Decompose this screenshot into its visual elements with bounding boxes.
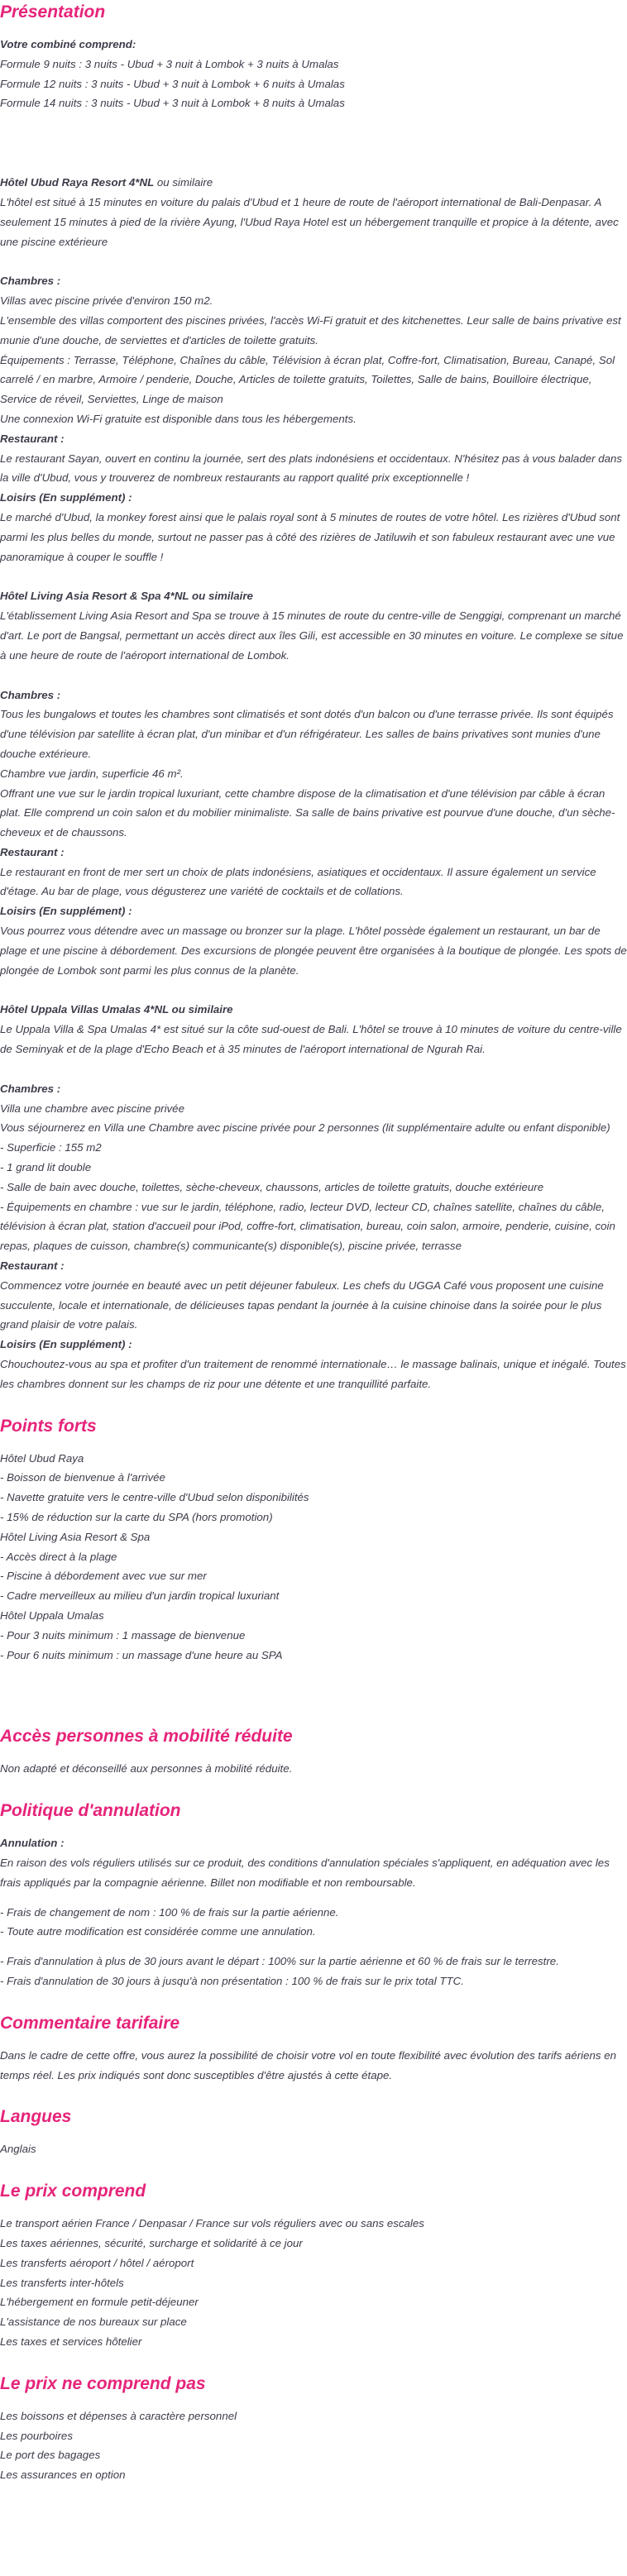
prix-comprend-line: Les taxes et services hôtelier	[0, 2335, 142, 2348]
langues-text: Anglais	[0, 2143, 36, 2156]
hotel2-leisure: Vous pourrez vous détendre avec un massage ou bronzer sur la plage. L'hôtel possède également un restaurant, un bar de plage et une piscine à débordement. Des excursions de plongée peuvent être organisées à la boutique de plongée. Les spots de plongée de Lombok sont parmi les plus connus de la planète.	[0, 925, 627, 977]
points-forts-line: - Piscine à débordement avec vue sur mer	[0, 1570, 207, 1583]
hotel3-leisure-label: Loisirs (En supplément) :	[0, 1338, 132, 1351]
combo-heading: Votre combiné comprend:	[0, 38, 136, 50]
prix-comprend-line: Les transferts aéroport / hôtel / aéroport	[0, 2256, 194, 2269]
hotel1-rooms-label: Chambres :	[0, 275, 61, 288]
hotel2-name: Hôtel Living Asia Resort & Spa 4*NL ou similaire	[0, 590, 253, 603]
points-forts-line: - Accès direct à la plage	[0, 1550, 117, 1563]
section-title-presentation: Présentation	[0, 2, 106, 22]
hotel3-rooms-line: - Équipements en chambre : vue sur le jardin, téléphone, radio, lecteur DVD, lecteur CD, chaînes satellite, chaînes du câble, télévision à écran plat, station d'accueil pour iPod, coffre-fort, climatisation, bureau, coin salon, armoire, penderie, cuisine, coin repas, plaques de cuisson, chambre(s) communicante(s) disponible(s), piscine privée, terrasse	[0, 1200, 615, 1253]
hotel2-rooms-line: Offrant une vue sur le jardin tropical luxuriant, cette chambre dispose de la climatisation et d'une télévision par câble à écran plat. Elle comprend un coin salon et du mobilier minimaliste. Sa salle de bains privative est pourvue d'une douche, d'un sèche-cheveux et de chaussons.	[0, 786, 615, 839]
hotel1-restaurant-label: Restaurant :	[0, 432, 65, 445]
hotel1-rooms-line: Une connexion Wi-Fi gratuite est disponible dans tous les hébergements.	[0, 412, 357, 425]
hotel1-rooms-line: L'ensemble des villas comportent des piscines privées, l'accès Wi-Fi gratuit et des kitchenettes. Leur salle de bains privative est munie d'une douche, de serviettes et d'articles de toilette gratuits.	[0, 313, 621, 346]
points-forts-line: Hôtel Living Asia Resort & Spa	[0, 1530, 151, 1543]
hotel1-intro: L'hôtel est situé à 15 minutes en voiture du palais d'Ubud et 1 heure de route de l'aéroport international de Bali-Denpasar. A seulement 15 minutes à pied de la rivière Ayung, l'Ubud Raya Hotel est un hébergement tranquille et propice à la détente, avec une piscine extérieure	[0, 195, 619, 248]
hotel3-name: Hôtel Uppala Villas Umalas 4*NL ou similaire	[0, 1003, 233, 1016]
section-title-annulation: Politique d'annulation	[0, 1801, 181, 1821]
section-title-points-forts: Points forts	[0, 1416, 97, 1436]
hotel2-restaurant: Le restaurant en front de mer sert un choix de plats indonésiens, asiatiques et occidentaux. Il assure également un service d'étage. Au bar de plage, vous dégusterez une variété de cocktails et de collations.	[0, 865, 596, 898]
hotel3-rooms-label: Chambres :	[0, 1082, 61, 1095]
hotel1-rooms-line: Villas avec piscine privée d'environ 150 m2.	[0, 294, 213, 308]
hotel3-restaurant: Commencez votre journée en beauté avec un petit déjeuner fabuleux. Les chefs du UGGA Café vous proposent une cuisine succulente, locale et internationale, de délicieuses tapas pendant la journée à la cuisine chinoise dans la soirée pour le plus grand plaisir de votre palais.	[0, 1278, 604, 1331]
annulation-line: - Frais de changement de nom : 100 % de frais sur la partie aérienne.	[0, 1905, 339, 1919]
hotel2-intro: L'établissement Living Asia Resort and Spa se trouve à 15 minutes de route du centre-ville de Senggigi, comprenant un marché d'art. Le port de Bangsal, permettant un accès direct aux îles Gili, est accessible en 30 minutes en voiture. Le complexe se situe à une heure de route de l'aéroport international de Lombok.	[0, 609, 624, 662]
hotel1-leisure: Le marché d'Ubud, la monkey forest ainsi que le palais royal sont à 5 minutes de routes de votre hôtel. Les rizières d'Ubud sont parmi les plus belles du monde, surtout ne passer pas à côté des rizières de Jatiluwih et son fabuleux restaurant avec une vue panoramique à couper le souffle !	[0, 510, 620, 563]
prix-comprend-line: L'hébergement en formule petit-déjeuner	[0, 2296, 199, 2309]
hotel2-restaurant-label: Restaurant :	[0, 845, 65, 858]
formula-14: Formule 14 nuits : 3 nuits - Ubud + 3 nuit à Lombok + 8 nuits à Umalas	[0, 97, 345, 110]
hotel2-leisure-label: Loisirs (En supplément) :	[0, 905, 132, 918]
points-forts-line: Hôtel Uppala Umalas	[0, 1608, 104, 1622]
section-title-tarifaire: Commentaire tarifaire	[0, 2013, 180, 2033]
annulation-text: En raison des vols réguliers utilisés sur ce produit, des conditions d'annulation spéciales s'appliquent, en adéquation avec les frais appliqués par la compagnie aérienne. Billet non modifiable et non remboursable.	[0, 1856, 610, 1889]
section-title-prix-exclut: Le prix ne comprend pas	[0, 2373, 206, 2393]
hotel3-rooms-line: Villa une chambre avec piscine privée	[0, 1102, 184, 1115]
hotel1-name: Hôtel Ubud Raya Resort 4*NL	[0, 176, 155, 189]
mobilite-text: Non adapté et déconseillé aux personnes à mobilité réduite.	[0, 1762, 293, 1775]
prix-exclut-line: Les pourboires	[0, 2429, 73, 2442]
tarifaire-text: Dans le cadre de cette offre, vous aurez la possibilité de choisir votre vol en toute flexibilité avec évolution des tarifs aériens en temps réel. Les prix indiqués sont donc susceptibles d'être ajustés à cette étape.	[0, 2048, 617, 2081]
hotel3-intro: Le Uppala Villa & Spa Umalas 4* est situé sur la côte sud-ouest de Bali. L'hôtel se trouve à 10 minutes de voiture du centre-ville de Seminyak et de la plage d'Echo Beach et à 35 minutes de l'aéroport international de Ngurah Rai.	[0, 1023, 622, 1056]
section-title-langues: Langues	[0, 2107, 72, 2127]
points-forts-line: - Pour 3 nuits minimum : 1 massage de bienvenue	[0, 1628, 246, 1642]
points-forts-line: - Cadre merveilleux au milieu d'un jardin tropical luxuriant	[0, 1589, 280, 1603]
hotel3-rooms-line: - Superficie : 155 m2	[0, 1141, 102, 1154]
points-forts-line: Hôtel Ubud Raya	[0, 1451, 84, 1465]
hotel3-restaurant-label: Restaurant :	[0, 1259, 65, 1273]
formula-9: Formule 9 nuits : 3 nuits - Ubud + 3 nuit à Lombok + 3 nuits à Umalas	[0, 57, 339, 70]
points-forts-line: - Pour 6 nuits minimum : un massage d'une heure au SPA	[0, 1648, 283, 1661]
hotel2-rooms-label: Chambres :	[0, 688, 61, 701]
section-title-prix-comprend: Le prix comprend	[0, 2182, 146, 2201]
prix-comprend-line: Les taxes aériennes, sécurité, surcharge et solidarité à ce jour	[0, 2236, 303, 2249]
points-forts-line: - Boisson de bienvenue à l'arrivée	[0, 1471, 165, 1484]
hotel1-name-suffix: ou similaire	[154, 176, 213, 189]
annulation-line: - Frais d'annulation de 30 jours à jusqu'à non présentation : 100 % de frais sur le prix total TTC.	[0, 1974, 464, 1987]
hotel1-leisure-label: Loisirs (En supplément) :	[0, 491, 132, 504]
prix-comprend-line: Le transport aérien France / Denpasar / France sur vols réguliers avec ou sans escales	[0, 2217, 424, 2230]
hotel3-leisure: Chouchoutez-vous au spa et profiter d'un traitement de renommé internationale… le massage balinais, unique et inégalé. Toutes les chambres donnent sur les champs de riz pour une détente et une tranquillité parfaite.	[0, 1358, 626, 1390]
annulation-label: Annulation :	[0, 1837, 65, 1850]
prix-exclut-line: Les assurances en option	[0, 2468, 126, 2482]
annulation-line: - Frais d'annulation à plus de 30 jours avant le départ : 100% sur la partie aérienne et 60 % de frais sur le terrestre.	[0, 1955, 559, 1968]
hotel3-rooms-line: - 1 grand lit double	[0, 1161, 92, 1174]
annulation-line: - Toute autre modification est considérée comme une annulation.	[0, 1925, 316, 1938]
prix-comprend-line: L'assistance de nos bureaux sur place	[0, 2316, 187, 2329]
prix-exclut-line: Le port des bagages	[0, 2449, 101, 2462]
hotel1-restaurant: Le restaurant Sayan, ouvert en continu la journée, sert des plats indonésiens et occidentaux. N'hésitez pas à vous balader dans la ville d'Ubud, vous y trouverez de nombreux restaurants au rapport qualité prix exceptionnelle !	[0, 452, 623, 485]
hotel1-title	[0, 173, 627, 193]
formula-12: Formule 12 nuits : 3 nuits - Ubud + 3 nuit à Lombok + 6 nuits à Umalas	[0, 77, 345, 90]
prix-comprend-line: Les transferts inter-hôtels	[0, 2276, 124, 2289]
prix-exclut-line: Les boissons et dépenses à caractère personnel	[0, 2409, 237, 2422]
section-title-mobilite: Accès personnes à mobilité réduite	[0, 1727, 293, 1747]
hotel2-rooms-line: Tous les bungalows et toutes les chambres sont climatisés et sont dotés d'un balcon ou d'une terrasse privée. Ils sont équipés d'une télévision par satellite à écran plat, d'un minibar et d'un réfrigérateur. Les salles de bains privatives sont munies d'une douche extérieure.	[0, 708, 614, 760]
points-forts-line: - Navette gratuite vers le centre-ville d'Ubud selon disponibilités	[0, 1491, 309, 1504]
points-forts-line: - 15% de réduction sur la carte du SPA (hors promotion)	[0, 1511, 273, 1523]
hotel1-rooms-line: Équipements : Terrasse, Téléphone, Chaînes du câble, Télévision à écran plat, Coffre-fort, Climatisation, Bureau, Canapé, Sol carrelé / en marbre, Armoire / penderie, Douche, Articles de toilette gratuits, Toilettes, Salle de bains, Bouilloire électrique, Service de réveil, Serviettes, Linge de maison	[0, 353, 615, 406]
hotel2-rooms-line: Chambre vue jardin, superficie 46 m².	[0, 767, 184, 780]
hotel3-rooms-line: - Salle de bain avec douche, toilettes, sèche-cheveux, chaussons, articles de toilette gratuits, douche extérieure	[0, 1180, 544, 1193]
hotel3-rooms-line: Vous séjournerez en Villa une Chambre avec piscine privée pour 2 personnes (lit supplémentaire adulte ou enfant disponible)	[0, 1121, 610, 1135]
